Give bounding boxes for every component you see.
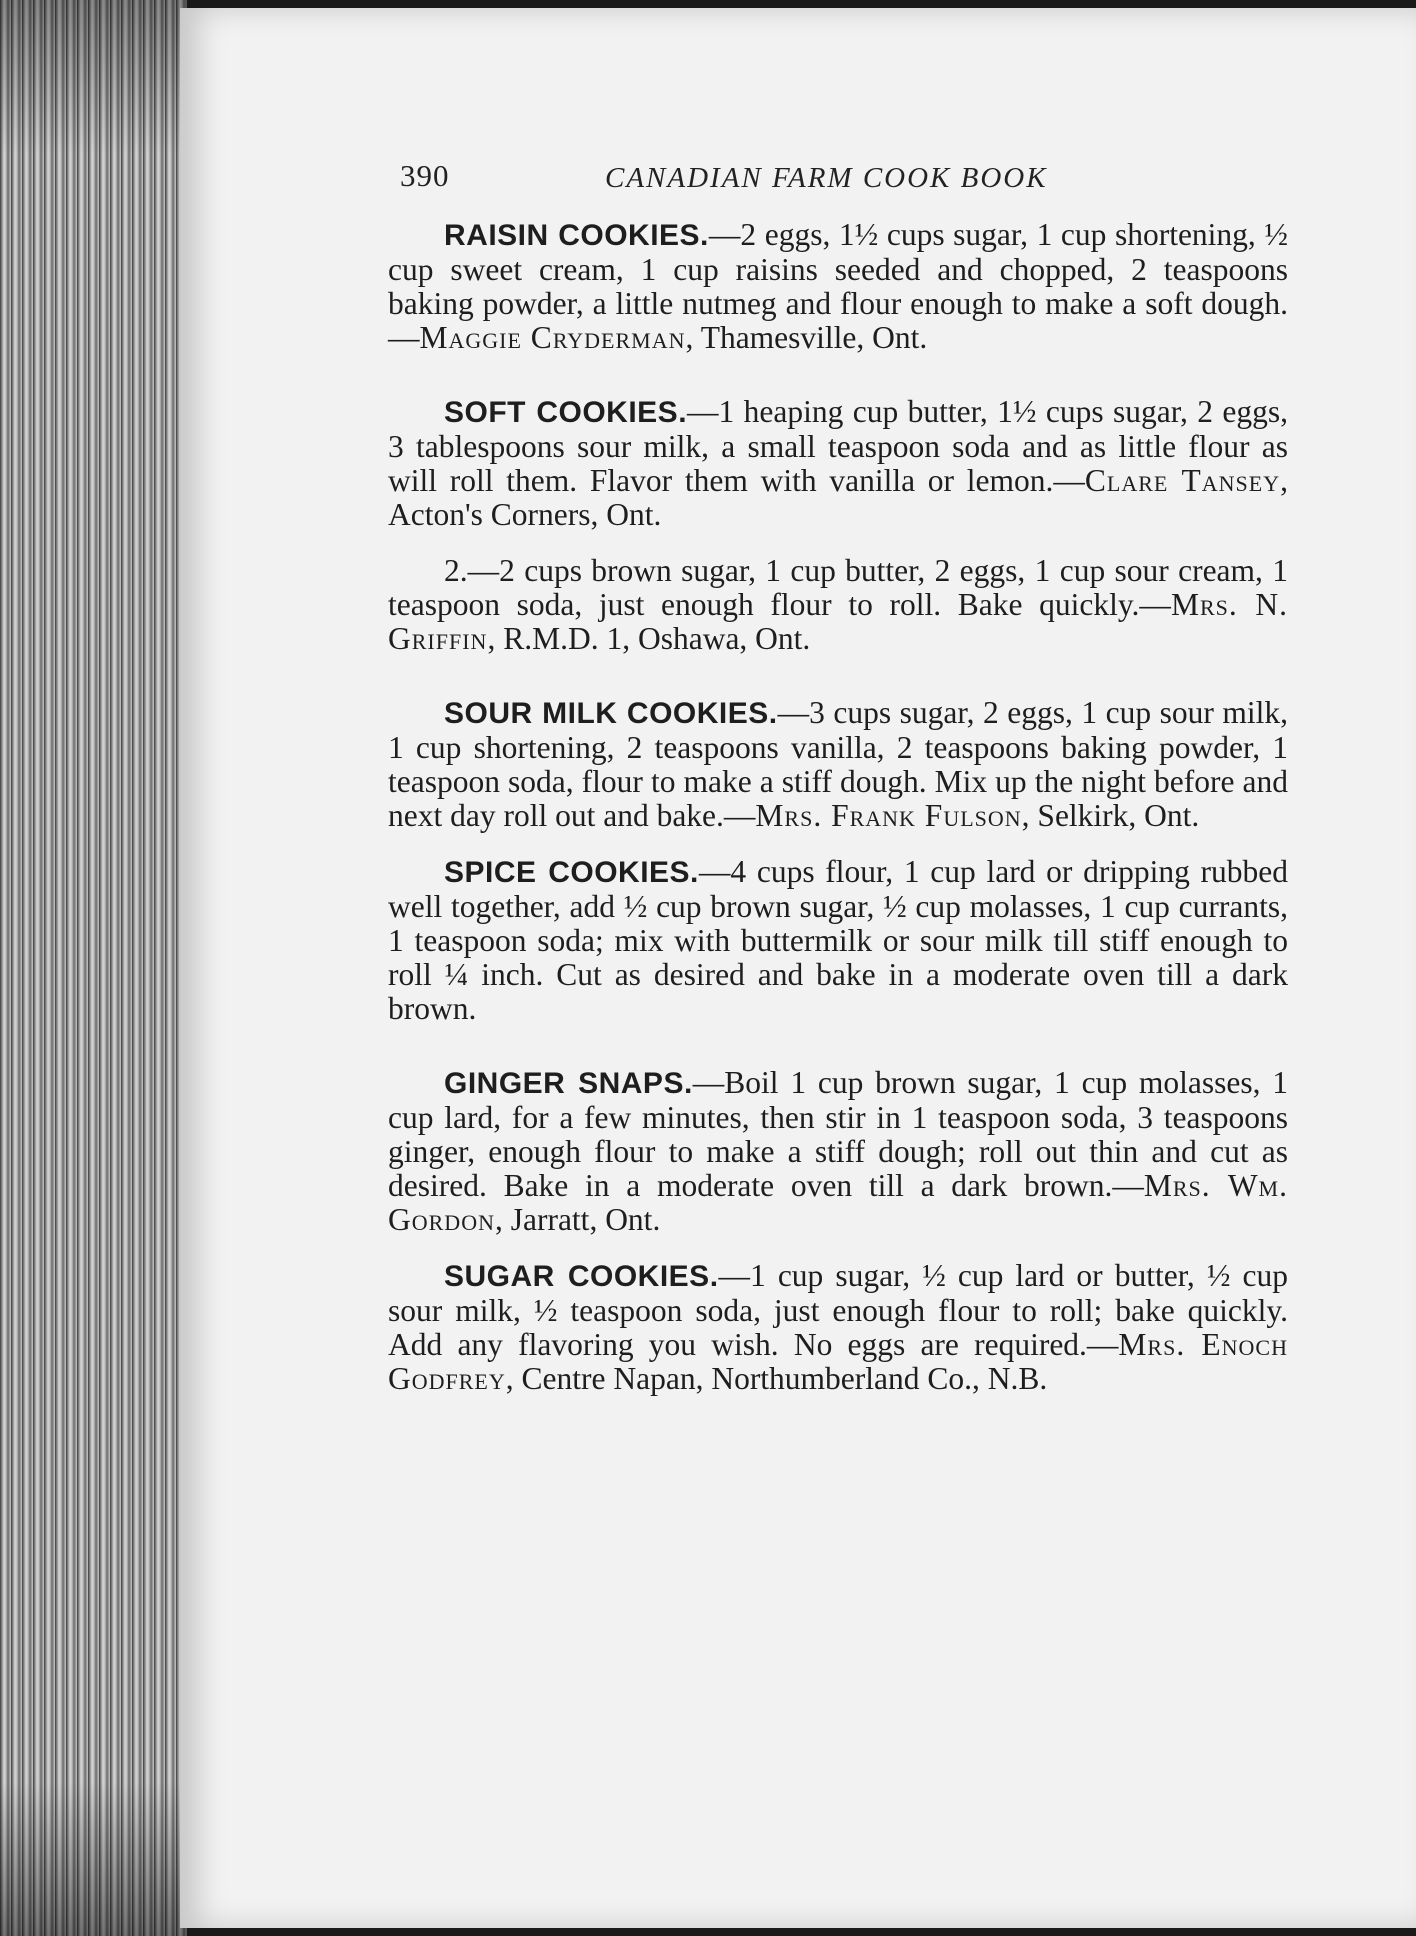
page-number: 390 [400, 158, 450, 193]
recipe-soft-cookies [388, 395, 1288, 532]
book-page-edges [0, 0, 187, 1936]
recipe-body: —Boil 1 cup brown sugar, 1 cup molasses, 1 cup lard, for a few minutes, then stir in 1 teaspoon soda, 3 teaspoons ginger, enough flour to make a stiff dough; roll out thin and cut as desired. Bake in a moderate oven till a dark brown.— [388, 1065, 1288, 1203]
recipe-title: SUGAR COOKIES. [444, 1260, 719, 1293]
recipe-contributor: Mrs. Frank Fulson [755, 798, 1022, 833]
recipe-title: SPICE COOKIES. [444, 856, 699, 889]
recipe-soft-cookies-variant-2 [388, 554, 1288, 656]
recipe-contributor: Clare Tansey [1084, 463, 1281, 498]
recipe-body: —1 cup sugar, ½ cup lard or butter, ½ cup sour milk, ½ teaspoon soda, just enough flour to roll; bake quickly. Add any flavoring you wish. No eggs are required.— [388, 1258, 1288, 1362]
recipe-body: —2 eggs, 1½ cups sugar, 1 cup shortening, ½ cup sweet cream, 1 cup raisins seeded and chopped, 2 teaspoons baking powder, a little nutmeg and flour enough to make a soft dough.— [388, 217, 1288, 355]
recipe-contributor: Maggie Cryderman [419, 320, 686, 355]
recipe-sugar-cookies [388, 1259, 1288, 1396]
book-title: CANADIAN FARM COOK BOOK [605, 162, 1048, 194]
recipe-ginger-snaps [388, 1066, 1288, 1237]
recipe-title: RAISIN COOKIES. [444, 219, 709, 252]
recipe-body: —3 cups sugar, 2 eggs, 1 cup sour milk, 1 cup shortening, 2 teaspoons vanilla, 2 teaspoons baking powder, 1 teaspoon soda, flour to make a stiff dough. Mix up the night before and next day roll out and bake.— [388, 695, 1288, 833]
recipe-sour-milk-cookies [388, 696, 1288, 833]
recipe-raisin-cookies [388, 218, 1288, 355]
recipe-body: 2.—2 cups brown sugar, 1 cup butter, 2 eggs, 1 cup sour cream, 1 teaspoon soda, just enough flour to roll. Bake quickly.— [388, 553, 1288, 622]
recipe-location: , R.M.D. 1, Oshawa, Ont. [487, 621, 811, 656]
recipe-contributor: Mrs. N. Griffin [388, 587, 1289, 656]
recipe-title: SOFT COOKIES. [444, 396, 688, 429]
recipe-title: SOUR MILK COOKIES. [444, 697, 778, 730]
recipe-text [388, 218, 1288, 1396]
recipe-contributor: Mrs. Enoch Godfrey [388, 1327, 1288, 1396]
recipe-spice-cookies [388, 855, 1288, 1026]
recipe-contributor: Mrs. Wm. Gordon [388, 1168, 1288, 1237]
recipe-location: , Centre Napan, Northumberland Co., N.B. [505, 1361, 1048, 1396]
recipe-location: , Jarratt, Ont. [494, 1202, 661, 1237]
recipe-location: , Selkirk, Ont. [1021, 798, 1200, 833]
recipe-location: , Thamesville, Ont. [685, 320, 928, 355]
recipe-title: GINGER SNAPS. [444, 1067, 693, 1100]
recipe-location: , Acton's Corners, Ont. [388, 463, 1288, 532]
recipe-body: —4 cups flour, 1 cup lard or dripping rubbed well together, add ½ cup brown sugar, ½ cup molasses, 1 cup currants, 1 teaspoon soda; mix with buttermilk or sour milk till stiff enough to roll ¼ inch. Cut as desired and bake in a moderate oven till a dark brown. [388, 854, 1288, 1026]
recipe-body: —1 heaping cup butter, 1½ cups sugar, 2 eggs, 3 tablespoons sour milk, a small teaspoon soda and as little flour as will roll them. Flavor them with vanilla or lemon.— [388, 394, 1289, 498]
